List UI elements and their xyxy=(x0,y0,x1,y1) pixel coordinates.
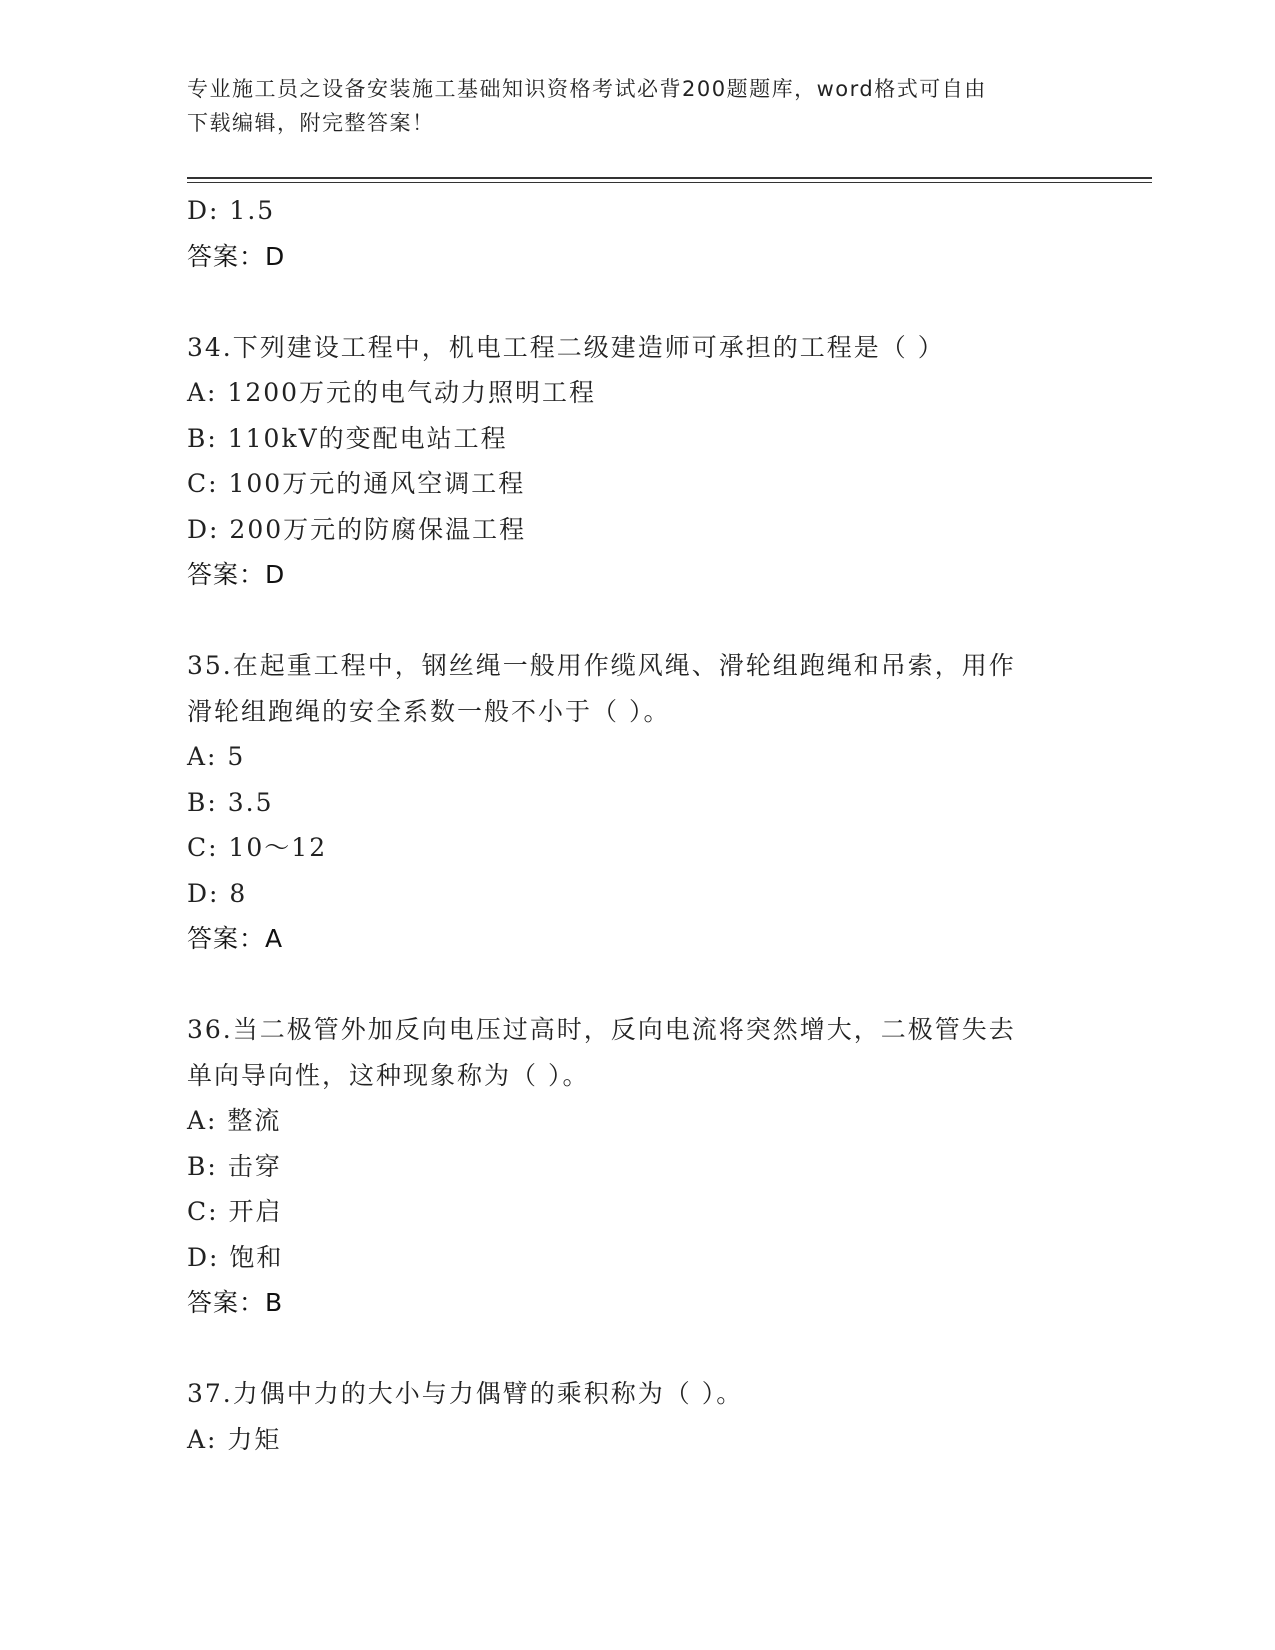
option-c: C: 开启 xyxy=(187,1197,283,1226)
option-d: D: 1.5 xyxy=(187,196,276,225)
spacer xyxy=(187,598,1087,644)
question-stem: 34.下列建设工程中，机电工程二级建造师可承担的工程是（ ） xyxy=(187,332,945,362)
header-line-2: 下载编辑，附完整答案！ xyxy=(187,111,435,135)
question-stem-line-2: 单向导向性，这种现象称为（ ）。 xyxy=(187,1060,590,1090)
answer: 答案：D xyxy=(187,560,286,589)
option-a: A: 整流 xyxy=(187,1106,282,1135)
question-list xyxy=(187,188,1087,1462)
answer: 答案：D xyxy=(187,241,286,271)
spacer xyxy=(187,962,1087,1008)
question-34 xyxy=(187,325,1087,598)
question-36 xyxy=(187,1007,1087,1326)
option-a: A: 5 xyxy=(187,742,246,771)
option-d: D: 200万元的防腐保温工程 xyxy=(187,514,527,544)
option-a: A: 1200万元的电气动力照明工程 xyxy=(187,378,597,407)
option-c: C: 100万元的通风空调工程 xyxy=(187,469,526,498)
option-b: B: 击穿 xyxy=(187,1151,282,1181)
spacer xyxy=(187,1326,1087,1372)
option-c: C: 10～12 xyxy=(187,833,328,862)
question-stem-line-2: 滑轮组跑绳的安全系数一般不小于（ ）。 xyxy=(187,696,671,726)
question-37 xyxy=(187,1371,1087,1462)
header-divider xyxy=(187,177,1152,183)
option-a: A: 力矩 xyxy=(187,1424,282,1454)
answer: 答案：B xyxy=(187,1288,284,1317)
question-stem-line-1: 36.当二极管外加反向电压过高时，反向电流将突然增大，二极管失去 xyxy=(187,1015,1016,1044)
question-stem-line-1: 35.在起重工程中，钢丝绳一般用作缆风绳、滑轮组跑绳和吊索，用作 xyxy=(187,651,1016,680)
option-d: D: 饱和 xyxy=(187,1242,284,1272)
option-b: B: 110kV的变配电站工程 xyxy=(187,423,508,453)
document-header xyxy=(187,72,1067,140)
question-33-tail xyxy=(187,188,1087,279)
header-line-1: 专业施工员之设备安装施工基础知识资格考试必背200题题库，word格式可自由 xyxy=(187,77,987,101)
question-35 xyxy=(187,643,1087,962)
answer: 答案：A xyxy=(187,924,284,953)
spacer xyxy=(187,279,1087,325)
option-b: B: 3.5 xyxy=(187,787,274,817)
question-stem: 37.力偶中力的大小与力偶臂的乘积称为（ ）。 xyxy=(187,1379,744,1408)
option-d: D: 8 xyxy=(187,878,248,908)
